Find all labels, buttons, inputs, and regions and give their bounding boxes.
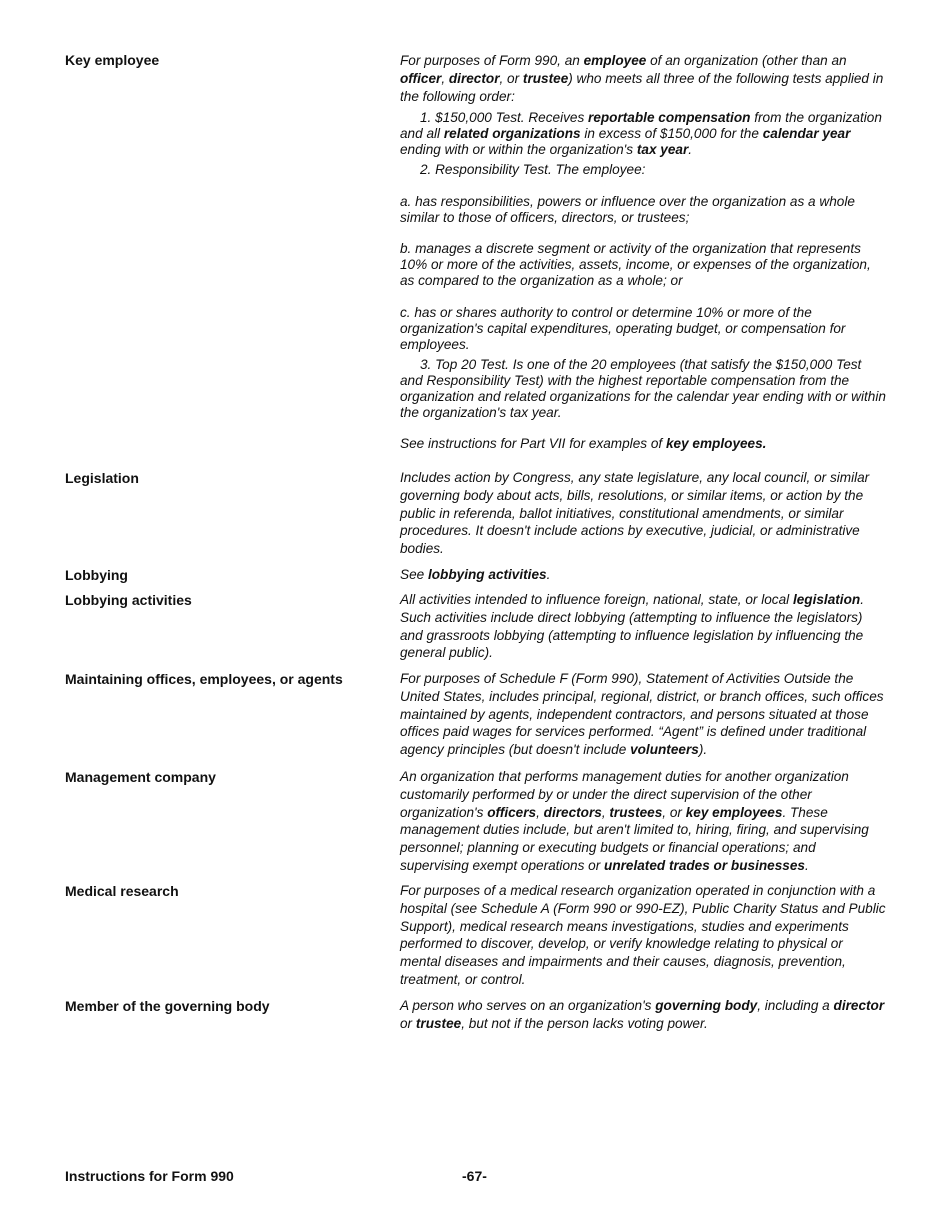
definition-key-employee-intro: For purposes of Form 990, an employee of an organization (other than an officer, director, or trustee) who meets all three of the following tests applied in the following order:	[400, 53, 884, 104]
term-legislation: Legislation	[65, 470, 139, 486]
term-medical-research: Medical research	[65, 883, 179, 899]
definition-management-company: An organization that performs management duties for another organization customarily performed by or under the direct supervision of the other organization's officers, directors, trustees, or key employees. These management duties include, but aren't limited to, hiring, firing, and supervising personnel; planning or executing budgets or financial operations; and supervising exempt operations or unrelated trades or businesses.	[400, 769, 869, 873]
definition-member-governing-body: A person who serves on an organization's governing body, including a director or trustee, but not if the person lacks voting power.	[400, 998, 885, 1031]
definition-lobbying: See lobbying activities.	[400, 567, 551, 582]
term-maintaining-offices: Maintaining offices, employees, or agents	[65, 671, 343, 687]
definition-lobbying-activities: All activities intended to influence foreign, national, state, or local legislation. Such activities include direct lobbying (attempting to influence the legislators) and grassroots lobbying (attempting to influence legislation by influencing the general public).	[400, 592, 864, 661]
footer-document-title: Instructions for Form 990	[65, 1168, 234, 1184]
key-employee-test-2b: b. manages a discrete segment or activity of the organization that represents 10% or more of the activities, assets, income, or expenses of the organization, as compared to the organization as a whole; or	[400, 241, 871, 288]
term-key-employee: Key employee	[65, 52, 160, 68]
key-employee-test-2a: a. has responsibilities, powers or influence over the organization as a whole similar to those of officers, directors, or trustees;	[400, 194, 855, 225]
footer-page-number: -67-	[462, 1168, 487, 1184]
term-management-company: Management company	[65, 769, 216, 785]
definition-legislation: Includes action by Congress, any state legislature, any local council, or similar governing body about acts, bills, resolutions, or similar items, or action by the public in referenda, ballot initiatives, constitutional amendments, or similar procedures. It doesn't include actions by executive, judicial, or administrative bodies.	[400, 470, 870, 557]
term-lobbying-activities: Lobbying activities	[65, 592, 192, 608]
definition-maintaining-offices: For purposes of Schedule F (Form 990), Statement of Activities Outside the United States, includes principal, regional, district, or branch offices, such offices maintained by agents, independent contractors, and persons situated at those offices paid wages for services performed. “Agent” is defined under traditional agency principles (but doesn't include volunteers).	[400, 671, 884, 758]
definition-medical-research: For purposes of a medical research organization operated in conjunction with a hospital (see Schedule A (Form 990 or 990-EZ), Public Charity Status and Public Support), medical research means investigations, studies and experiments performed to discover, develop, or verify knowledge relating to physical or mental diseases and impairments and their causes, diagnosis, prevention, treatment, or control.	[400, 883, 886, 987]
key-employee-test-2c: c. has or shares authority to control or determine 10% or more of the organization's capital expenditures, operating budget, or compensation for employees.	[400, 305, 846, 352]
term-lobbying: Lobbying	[65, 567, 128, 583]
key-employee-see-instructions: See instructions for Part VII for examples of key employees.	[400, 436, 767, 451]
key-employee-test-3: 3. Top 20 Test. Is one of the 20 employees (that satisfy the $150,000 Test and Responsibility Test) with the highest reportable compensation from the organization and related organizations for the calendar year ending with or within the organization's tax year.	[400, 357, 886, 420]
key-employee-test-2: 2. Responsibility Test. The employee:	[420, 162, 646, 177]
key-employee-test-1: 1. $150,000 Test. Receives reportable compensation from the organization and all related organizations in excess of $150,000 for the calendar year ending with or within the organization's tax year.	[400, 110, 882, 157]
term-member-governing-body: Member of the governing body	[65, 998, 270, 1014]
